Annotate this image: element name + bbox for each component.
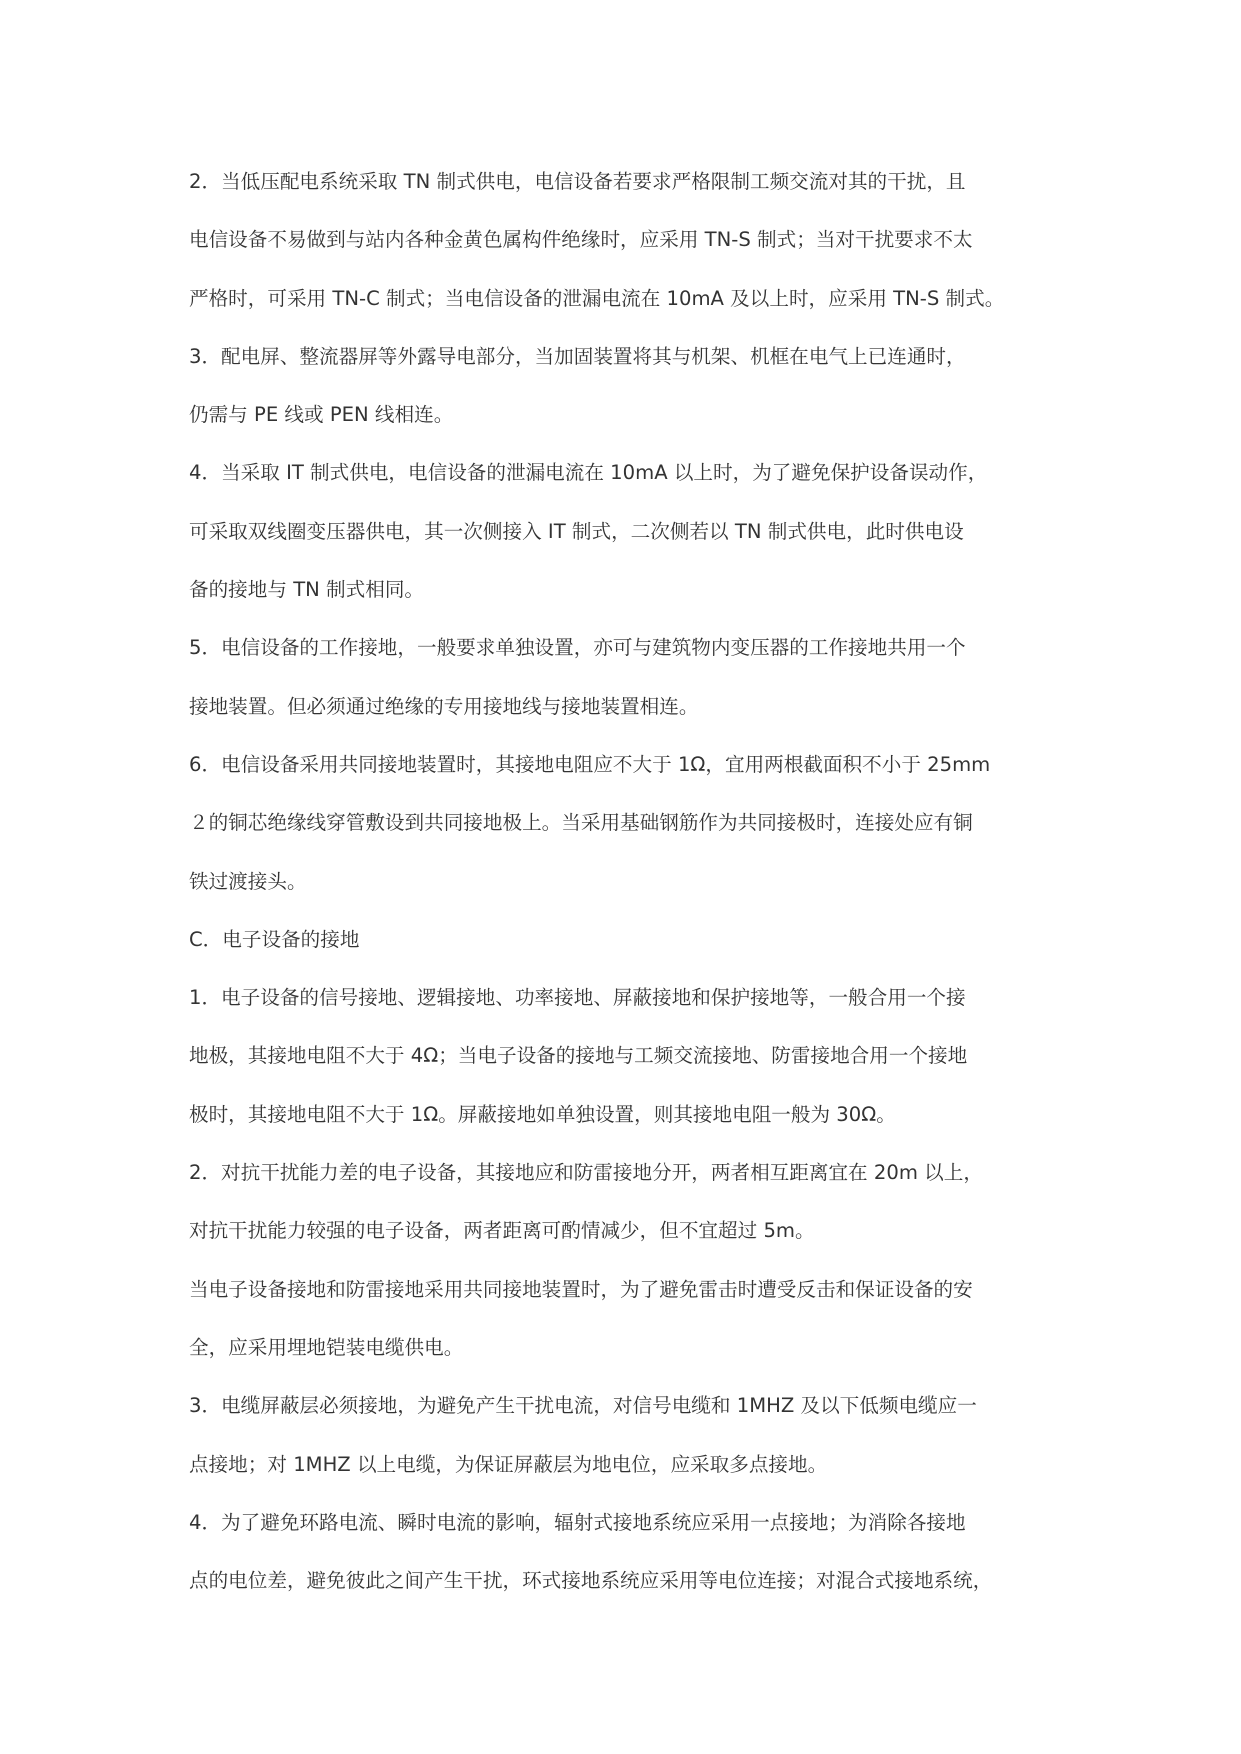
text-line: 铁过渡接头。 xyxy=(189,869,307,893)
text-line: 可采取双线圈变压器供电，其一次侧接入 IT 制式，二次侧若以 TN 制式供电，此时供电设 xyxy=(189,519,964,543)
text-line: 仍需与 PE 线或 PEN 线相连。 xyxy=(189,403,454,427)
text-line: 4．当采取 IT 制式供电，电信设备的泄漏电流在 10mA 以上时，为了避免保护设备误动作， xyxy=(189,461,988,485)
text-line: ２的铜芯绝缘线穿管敷设到共同接地极上。当采用基础钢筋作为共同接极时，连接处应有铜 xyxy=(189,811,973,835)
text-line: 备的接地与 TN 制式相同。 xyxy=(189,578,425,602)
text-line: 点接地；对 1MHZ 以上电缆，为保证屏蔽层为地电位，应采取多点接地。 xyxy=(189,1452,828,1476)
text-line: 3．电缆屏蔽层必须接地，为避免产生干扰电流，对信号电缆和 1MHZ 及以下低频电缆应一 xyxy=(189,1394,977,1418)
text-line: 2．对抗干扰能力差的电子设备，其接地应和防雷接地分开，两者相互距离宜在 20m 以上， xyxy=(189,1161,983,1185)
text-line: 全，应采用埋地铠装电缆供电。 xyxy=(189,1335,464,1359)
document-body xyxy=(189,153,1055,1610)
text-line: 5．电信设备的工作接地，一般要求单独设置，亦可与建筑物内变压器的工作接地共用一个 xyxy=(189,636,966,660)
text-line: 极时，其接地电阻不大于 1Ω。屏蔽接地如单独设置，则其接地电阻一般为 30Ω。 xyxy=(189,1102,896,1126)
text-line: 对抗干扰能力较强的电子设备，两者距离可酌情减少，但不宜超过 5m。 xyxy=(189,1219,815,1243)
text-line: 电信设备不易做到与站内各种金黄色属构件绝缘时，应采用 TN-S 制式；当对干扰要求不太 xyxy=(189,228,973,252)
section-heading: C．电子设备的接地 xyxy=(189,927,360,951)
text-line: 6．电信设备采用共同接地装置时，其接地电阻应不大于 1Ω，宜用两根截面积不小于 25mm xyxy=(189,752,991,776)
text-line: 地极，其接地电阻不大于 4Ω；当电子设备的接地与工频交流接地、防雷接地合用一个接地 xyxy=(189,1044,968,1068)
text-line: 2．当低压配电系统采取 TN 制式供电，电信设备若要求严格限制工频交流对其的干扰，且 xyxy=(189,170,966,193)
text-line: 3．配电屏、整流器屏等外露导电部分，当加固装置将其与机架、机框在电气上已连通时， xyxy=(189,344,966,368)
text-line: 接地装置。但必须通过绝缘的专用接地线与接地装置相连。 xyxy=(189,694,699,718)
text-line: 4．为了避免环路电流、瞬时电流的影响，辐射式接地系统应采用一点接地；为消除各接地 xyxy=(189,1510,966,1534)
text-line: 当电子设备接地和防雷接地采用共同接地装置时，为了避免雷击时遭受反击和保证设备的安 xyxy=(189,1277,973,1301)
text-line: 点的电位差，避免彼此之间产生干扰，环式接地系统应采用等电位连接；对混合式接地系统， xyxy=(189,1569,993,1593)
text-line: 严格时，可采用 TN-C 制式；当电信设备的泄漏电流在 10mA 及以上时，应采用 TN-S 制式。 xyxy=(189,286,1005,310)
text-line: 1．电子设备的信号接地、逻辑接地、功率接地、屏蔽接地和保护接地等，一般合用一个接 xyxy=(189,986,966,1010)
